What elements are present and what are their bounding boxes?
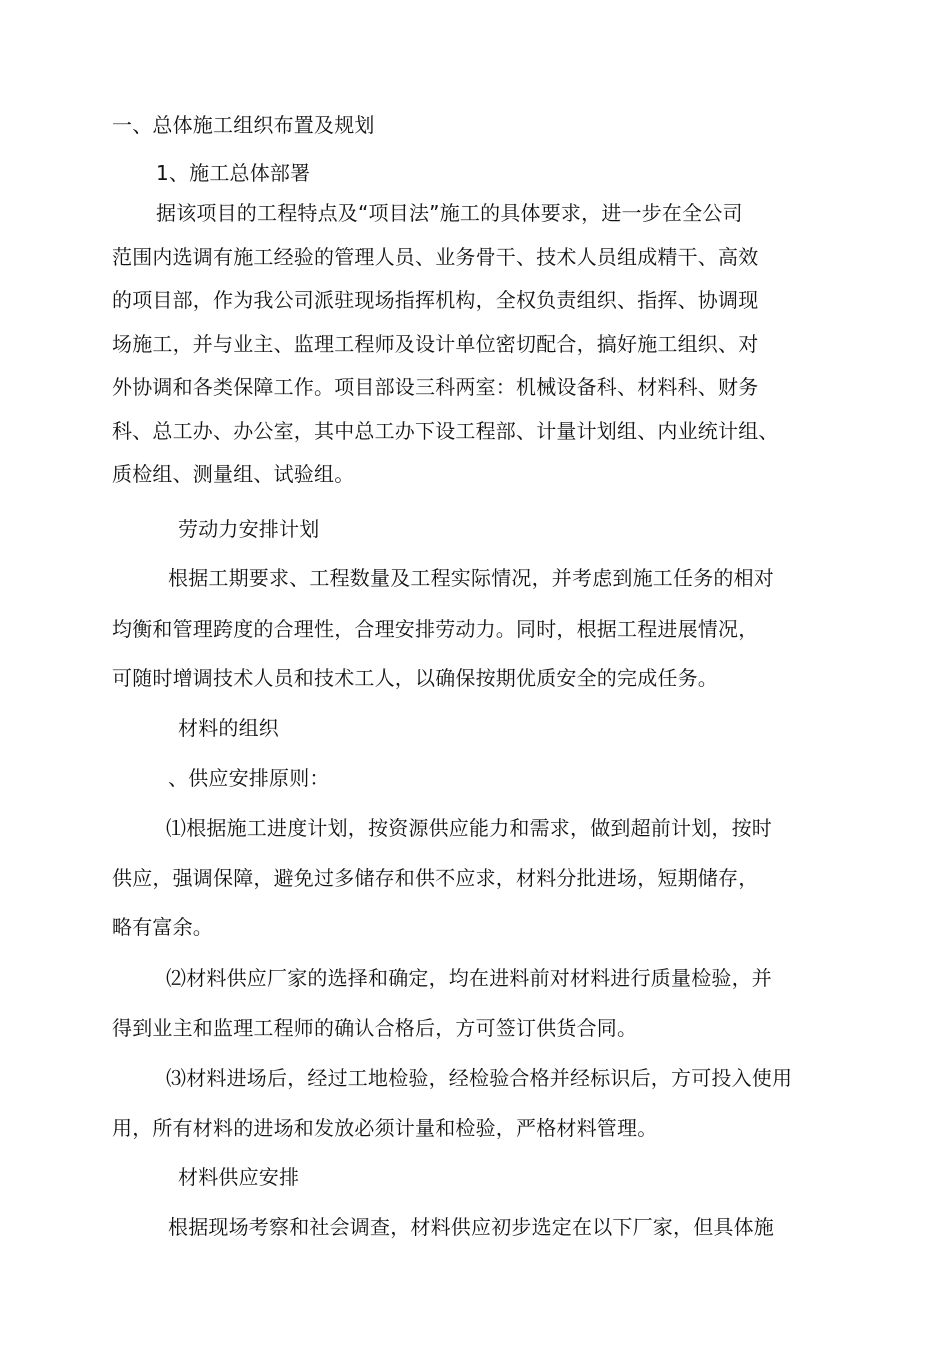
paragraph-line: 科、总工办、办公室，其中总工办下设工程部、计量计划组、内业统计组、 — [112, 419, 779, 443]
paragraph-line: 质检组、测量组、试验组。 — [112, 462, 355, 486]
section-title: 一、总体施工组织布置及规划 — [112, 113, 375, 137]
subsection-heading: 1、施工总体部署 — [156, 161, 311, 185]
paragraph-line: 略有富余。 — [112, 915, 213, 939]
labor-heading: 劳动力安排计划 — [178, 517, 320, 541]
paragraph-line: 根据工期要求、工程数量及工程实际情况，并考虑到施工任务的相对 — [168, 566, 774, 590]
paragraph-line: 外协调和各类保障工作。项目部设三科两室：机械设备科、材料科、财务 — [112, 375, 759, 399]
supply-arrangement-heading: 材料供应安排 — [178, 1165, 300, 1189]
supply-principles-heading: 、供应安排原则： — [168, 766, 330, 790]
paragraph-line: ⑴根据施工进度计划，按资源供应能力和需求，做到超前计划，按时 — [166, 816, 772, 840]
paragraph-line: 得到业主和监理工程师的确认合格后，方可签订供货合同。 — [112, 1016, 638, 1040]
paragraph-line: 范围内选调有施工经验的管理人员、业务骨干、技术人员组成精干、高效 — [112, 245, 759, 269]
paragraph-line: 可随时增调技术人员和技术工人，以确保按期优质安全的完成任务。 — [112, 666, 718, 690]
materials-heading: 材料的组织 — [178, 716, 279, 740]
paragraph-line: ⑵材料供应厂家的选择和确定，均在进料前对材料进行质量检验，并 — [166, 966, 772, 990]
paragraph-line: 的项目部，作为我公司派驻现场指挥机构，全权负责组织、指挥、协调现 — [112, 288, 759, 312]
paragraph-line: 均衡和管理跨度的合理性，合理安排劳动力。同时，根据工程进展情况， — [112, 617, 759, 641]
paragraph-line: 用，所有材料的进场和发放必须计量和检验，严格材料管理。 — [112, 1116, 658, 1140]
paragraph-line: ⑶材料进场后，经过工地检验，经检验合格并经标识后，方可投入使用 — [166, 1066, 793, 1090]
paragraph-line: 供应，强调保障，避免过多储存和供不应求，材料分批进场，短期储存， — [112, 866, 759, 890]
paragraph-line: 场施工，并与业主、监理工程师及设计单位密切配合，搞好施工组织、对 — [112, 332, 759, 356]
paragraph-line: 根据现场考察和社会调查，材料供应初步选定在以下厂家，但具体施 — [168, 1215, 774, 1239]
paragraph-line: 据该项目的工程特点及“项目法”施工的具体要求，进一步在全公司 — [156, 201, 743, 225]
